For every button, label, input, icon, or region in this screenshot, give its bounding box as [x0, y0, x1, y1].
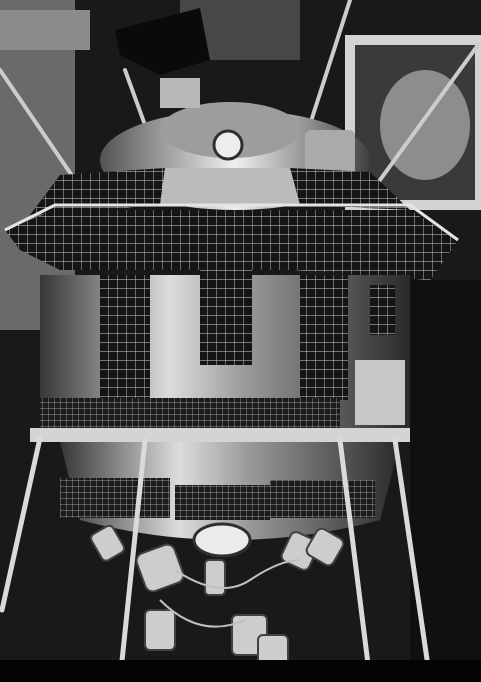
main-body	[40, 270, 410, 435]
floor	[0, 660, 481, 682]
lower-ring	[30, 428, 410, 442]
instrument-box	[160, 78, 200, 108]
instrument-box	[305, 130, 355, 175]
side-module	[355, 360, 405, 425]
